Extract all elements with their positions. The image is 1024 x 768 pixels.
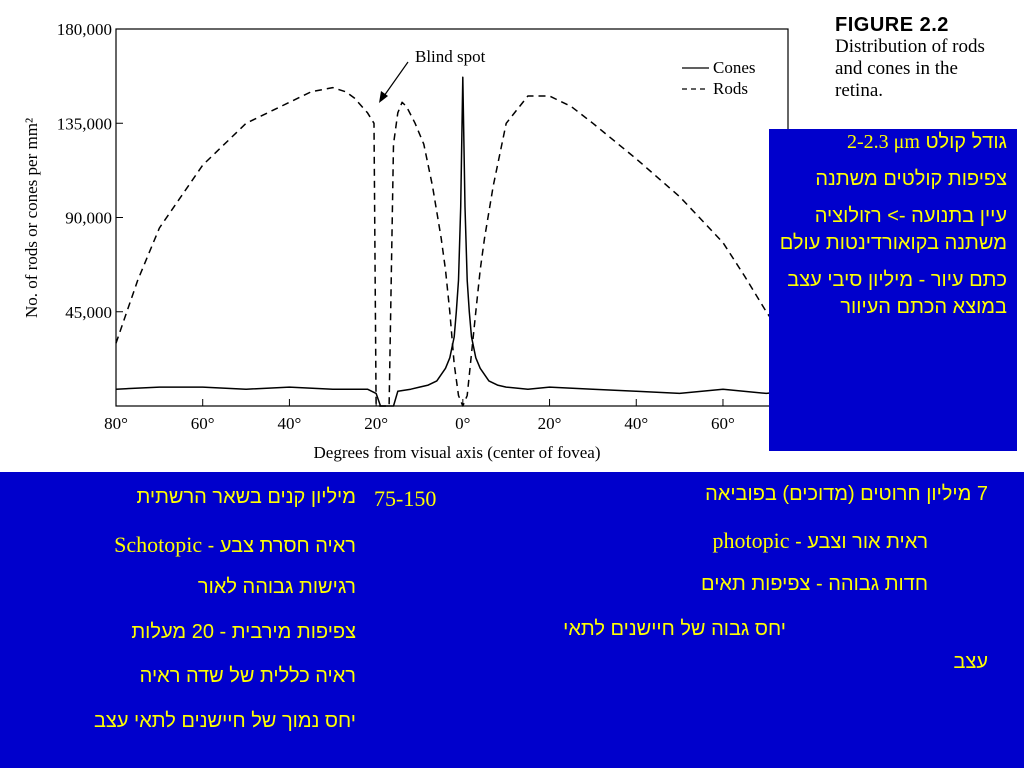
info-eye-motion: עיין בתנועה -> רזולוציה משתנה בקואורדינטות עולם [779,205,1007,254]
cones-ratio: יחס גבוה של חיישנים לתאי [563,618,786,640]
cones-photopic-term: photopic [712,528,790,553]
cones-ratio-cont: עצב [953,651,988,673]
legend-cones-label: Cones [713,58,756,77]
rods-scotopic [114,532,356,558]
rods-count-value: 75-150 [374,486,437,511]
info-receptor-size [775,129,1007,156]
rods-density: צפיפות מירבית - 20 מעלות [131,621,356,643]
figure-description: Distribution of rods and cones in the retina. [835,36,985,101]
x-tick-label: 40° [277,414,302,433]
info-receptor-size-text: גודל קולט [925,131,1007,153]
cones-photopic [713,528,928,554]
rods-scotopic-text: ראיה חסרת צבע - [207,535,356,557]
blind-spot-arrow [384,62,408,96]
y-tick-label: 135,000 [56,114,112,134]
cones-acuity: חדות גבוהה - צפיפות תאים [701,573,928,595]
series-cones-line [116,77,788,406]
legend-rods-label: Rods [713,79,748,98]
y-tick-label: 45,000 [65,302,112,322]
x-tick-label: 20° [537,414,562,433]
x-axis-label: Degrees from visual axis (center of fovea) [313,443,601,462]
rods-ratio: יחס נמוך של חיישנים לתאי עצב [93,710,356,732]
x-tick-label: 60° [190,414,215,433]
y-axis-ticks [57,20,123,322]
rods-general-vision: ראיה כללית של שדה ראיה [139,665,356,687]
info-box [769,129,1017,451]
series-rods-line [116,88,788,406]
y-tick-label: 90,000 [65,208,112,228]
figure-caption [835,14,1015,102]
x-tick-label: 60° [711,414,735,433]
x-tick-label: 20° [364,414,389,433]
blind-spot-annotation: Blind spot [415,47,486,66]
y-axis-label: No. of rods or cones per mm² [22,117,41,319]
info-receptor-size-value: 2-2.3 μm [846,131,920,153]
x-tick-label: 0° [455,414,471,433]
series-layer [116,77,788,406]
x-tick-label: 40° [624,414,649,433]
legend [682,58,756,98]
x-axis-ticks [104,399,735,433]
info-density: צפיפות קולטים משתנה [815,168,1007,190]
info-blind-spot: כתם עיור - מיליון סיבי עצב במוצא הכתם העיוור [787,269,1007,318]
figure-label: FIGURE 2.2 [835,14,949,36]
x-tick-label: 80° [104,414,128,433]
rods-scotopic-term: Schotopic [114,532,203,557]
cones-photopic-text: ראית אור וצבע - [795,531,928,553]
cones-count-text: 7 מיליון חרוטים (מדוכים) בפוביאה [705,483,988,505]
rods-count-text: מיליון קנים בשאר הרשתית [136,486,356,508]
rods-sensitivity: רגישות גבוהה לאור [197,576,356,598]
y-tick-label: 180,000 [56,20,112,39]
